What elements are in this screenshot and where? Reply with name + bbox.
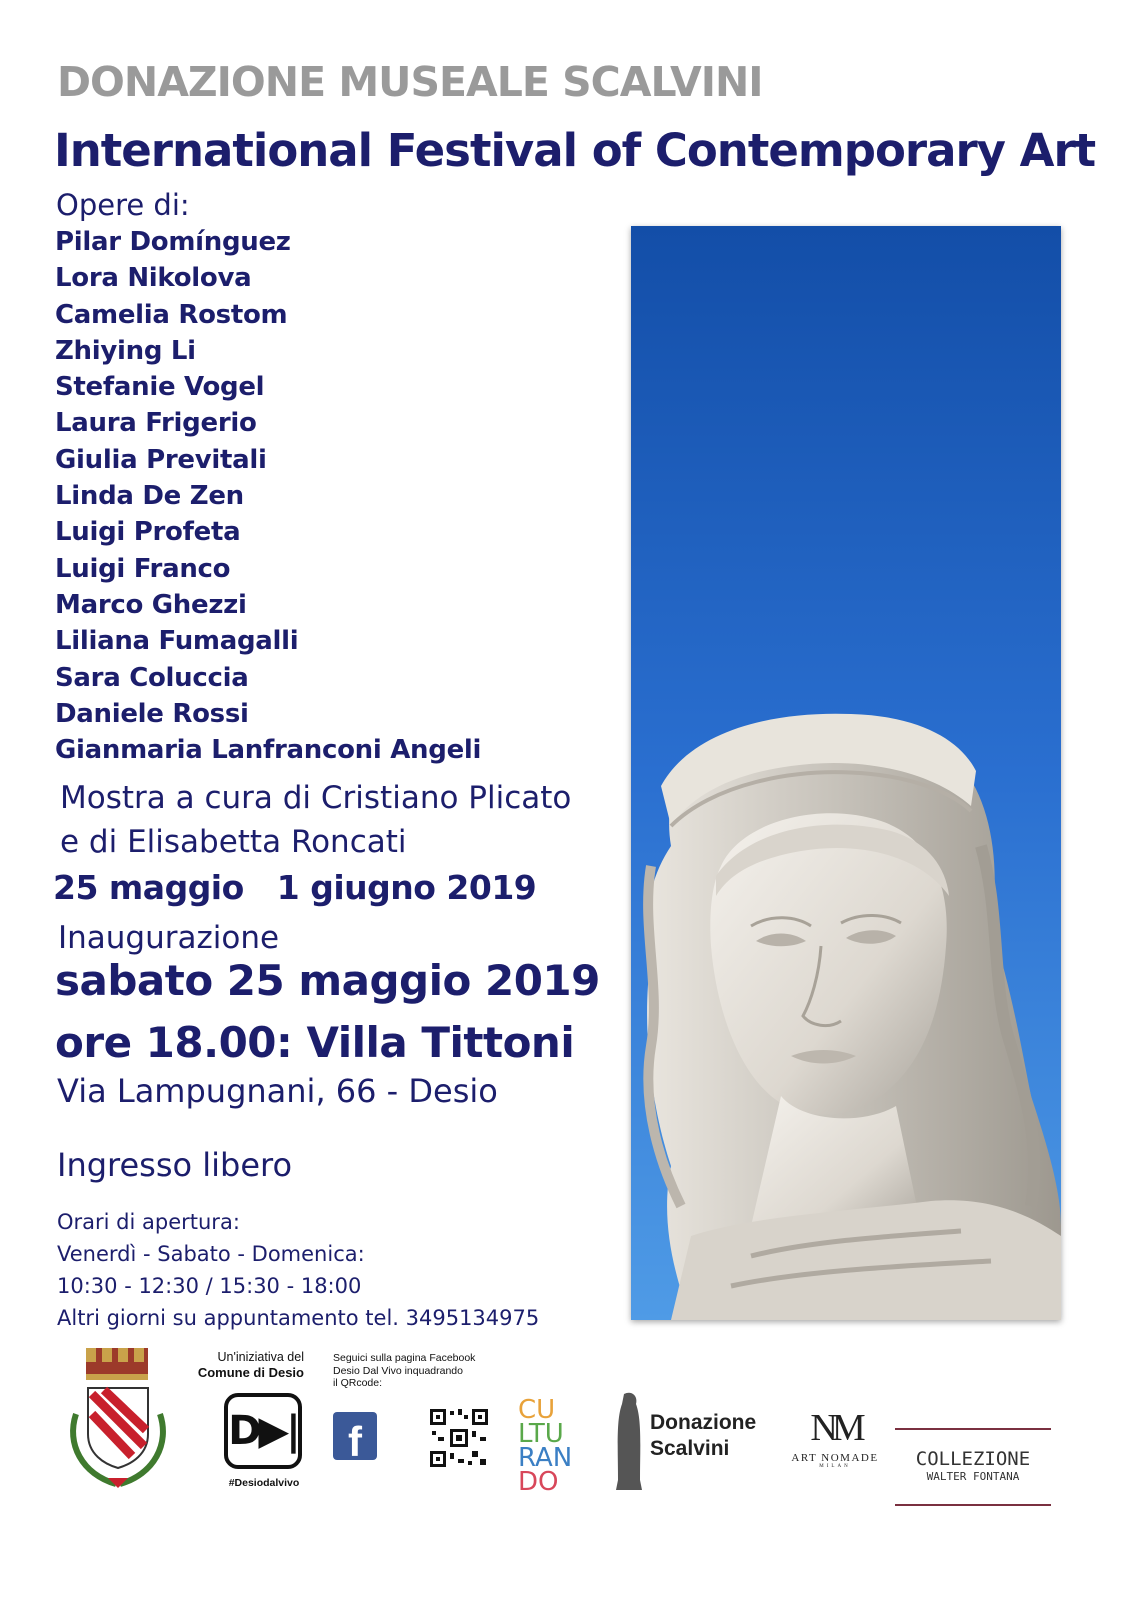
- header-subtitle: International Festival of Contemporary Art: [54, 124, 1096, 177]
- artist-name: Camelia Rostom: [55, 299, 288, 330]
- artist-name: Linda De Zen: [55, 481, 244, 512]
- donazione-line-2: Scalvini: [650, 1437, 730, 1460]
- artist-name: Marco Ghezzi: [55, 589, 247, 620]
- svg-text:LTU: LTU: [518, 1419, 564, 1449]
- qr-code[interactable]: [428, 1407, 490, 1469]
- artist-name: Laura Frigerio: [55, 408, 257, 439]
- hashtag: #Desiodalvivo: [228, 1477, 300, 1489]
- artist-name: Gianmaria Lanfranconi Angeli: [55, 735, 482, 766]
- artist-name: Liliana Fumagalli: [55, 626, 299, 657]
- art-nomade-monogram: NM: [810, 1407, 860, 1449]
- curator-line-1: Mostra a cura di Cristiano Plicato: [60, 780, 572, 816]
- venue-address: Via Lampugnani, 66 - Desio: [57, 1072, 498, 1110]
- artist-name: Lora Nikolova: [55, 263, 252, 294]
- entry-note: Ingresso libero: [57, 1146, 293, 1184]
- artist-name: Pilar Domínguez: [55, 227, 291, 257]
- artist-name: Daniele Rossi: [55, 698, 249, 729]
- artist-name: Stefanie Vogel: [55, 372, 265, 403]
- statuette-icon: [614, 1390, 644, 1494]
- artist-list: [55, 224, 481, 768]
- inauguration-date: sabato 25 maggio 2019: [55, 956, 600, 1005]
- svg-text:CU: CU: [518, 1395, 556, 1425]
- hours-days: Venerdì - Sabato - Domenica:: [57, 1242, 365, 1266]
- hours-other: Altri giorni su appuntamento tel. 3495134975: [57, 1306, 540, 1330]
- facebook-follow-note: [333, 1352, 503, 1390]
- opening-hours: [57, 1206, 539, 1334]
- art-nomade-city: MILAN: [819, 1464, 851, 1469]
- initiative-line-2: Comune di Desio: [197, 1365, 304, 1380]
- donazione-line-1: Donazione: [650, 1411, 757, 1434]
- hours-label: Orari di apertura:: [57, 1210, 240, 1234]
- follow-line-3: il QRcode:: [333, 1377, 383, 1389]
- curator-credit: [60, 776, 571, 864]
- initiative-line-1: Un'iniziativa del: [217, 1350, 304, 1364]
- statue-photo: [631, 226, 1061, 1320]
- works-label: Opere di:: [56, 188, 190, 222]
- art-nomade-logo: [786, 1408, 884, 1469]
- coat-of-arms-icon: [62, 1344, 174, 1490]
- svg-text:RAN: RAN: [518, 1443, 572, 1473]
- culturando-logo: [512, 1390, 572, 1494]
- inauguration-label: Inaugurazione: [58, 920, 280, 956]
- collezione-walter-fontana-logo: [895, 1428, 1051, 1506]
- donazione-scalvini-logo: [650, 1410, 756, 1462]
- desio-coat-of-arms: [62, 1344, 174, 1490]
- exhibition-dates: 25 maggio 1 giugno 2019: [53, 868, 537, 907]
- statue-illustration: [631, 226, 1061, 1320]
- time-and-venue: ore 18.00: Villa Tittoni: [55, 1018, 575, 1067]
- collezione-line-1: COLLEZIONE: [915, 1448, 1031, 1470]
- art-nomade-name: ART NOMADE: [791, 1452, 879, 1464]
- qr-code-icon: [428, 1407, 490, 1469]
- artist-name: Sara Coluccia: [55, 662, 249, 693]
- artist-name: Giulia Previtali: [55, 444, 267, 475]
- follow-line-2: Desio Dal Vivo inquadrando: [333, 1364, 463, 1377]
- desio-dal-vivo-logo: D▶|: [224, 1393, 302, 1469]
- culturando-icon: [512, 1390, 572, 1494]
- artist-name: Luigi Franco: [55, 553, 231, 584]
- facebook-icon[interactable]: f: [333, 1412, 377, 1460]
- artist-name: Zhiying Li: [55, 335, 196, 366]
- initiative-credit: [186, 1350, 304, 1381]
- hours-times: 10:30 - 12:30 / 15:30 - 18:00: [57, 1274, 362, 1298]
- follow-line-1: Seguici sulla pagina Facebook: [333, 1352, 476, 1364]
- curator-line-2: e di Elisabetta Roncati: [60, 824, 407, 860]
- header-title: DONAZIONE MUSEALE SCALVINI: [57, 58, 763, 106]
- artist-name: Luigi Profeta: [55, 517, 241, 548]
- svg-text:DO: DO: [518, 1467, 559, 1494]
- collezione-line-2: WALTER FONTANA: [926, 1470, 1020, 1483]
